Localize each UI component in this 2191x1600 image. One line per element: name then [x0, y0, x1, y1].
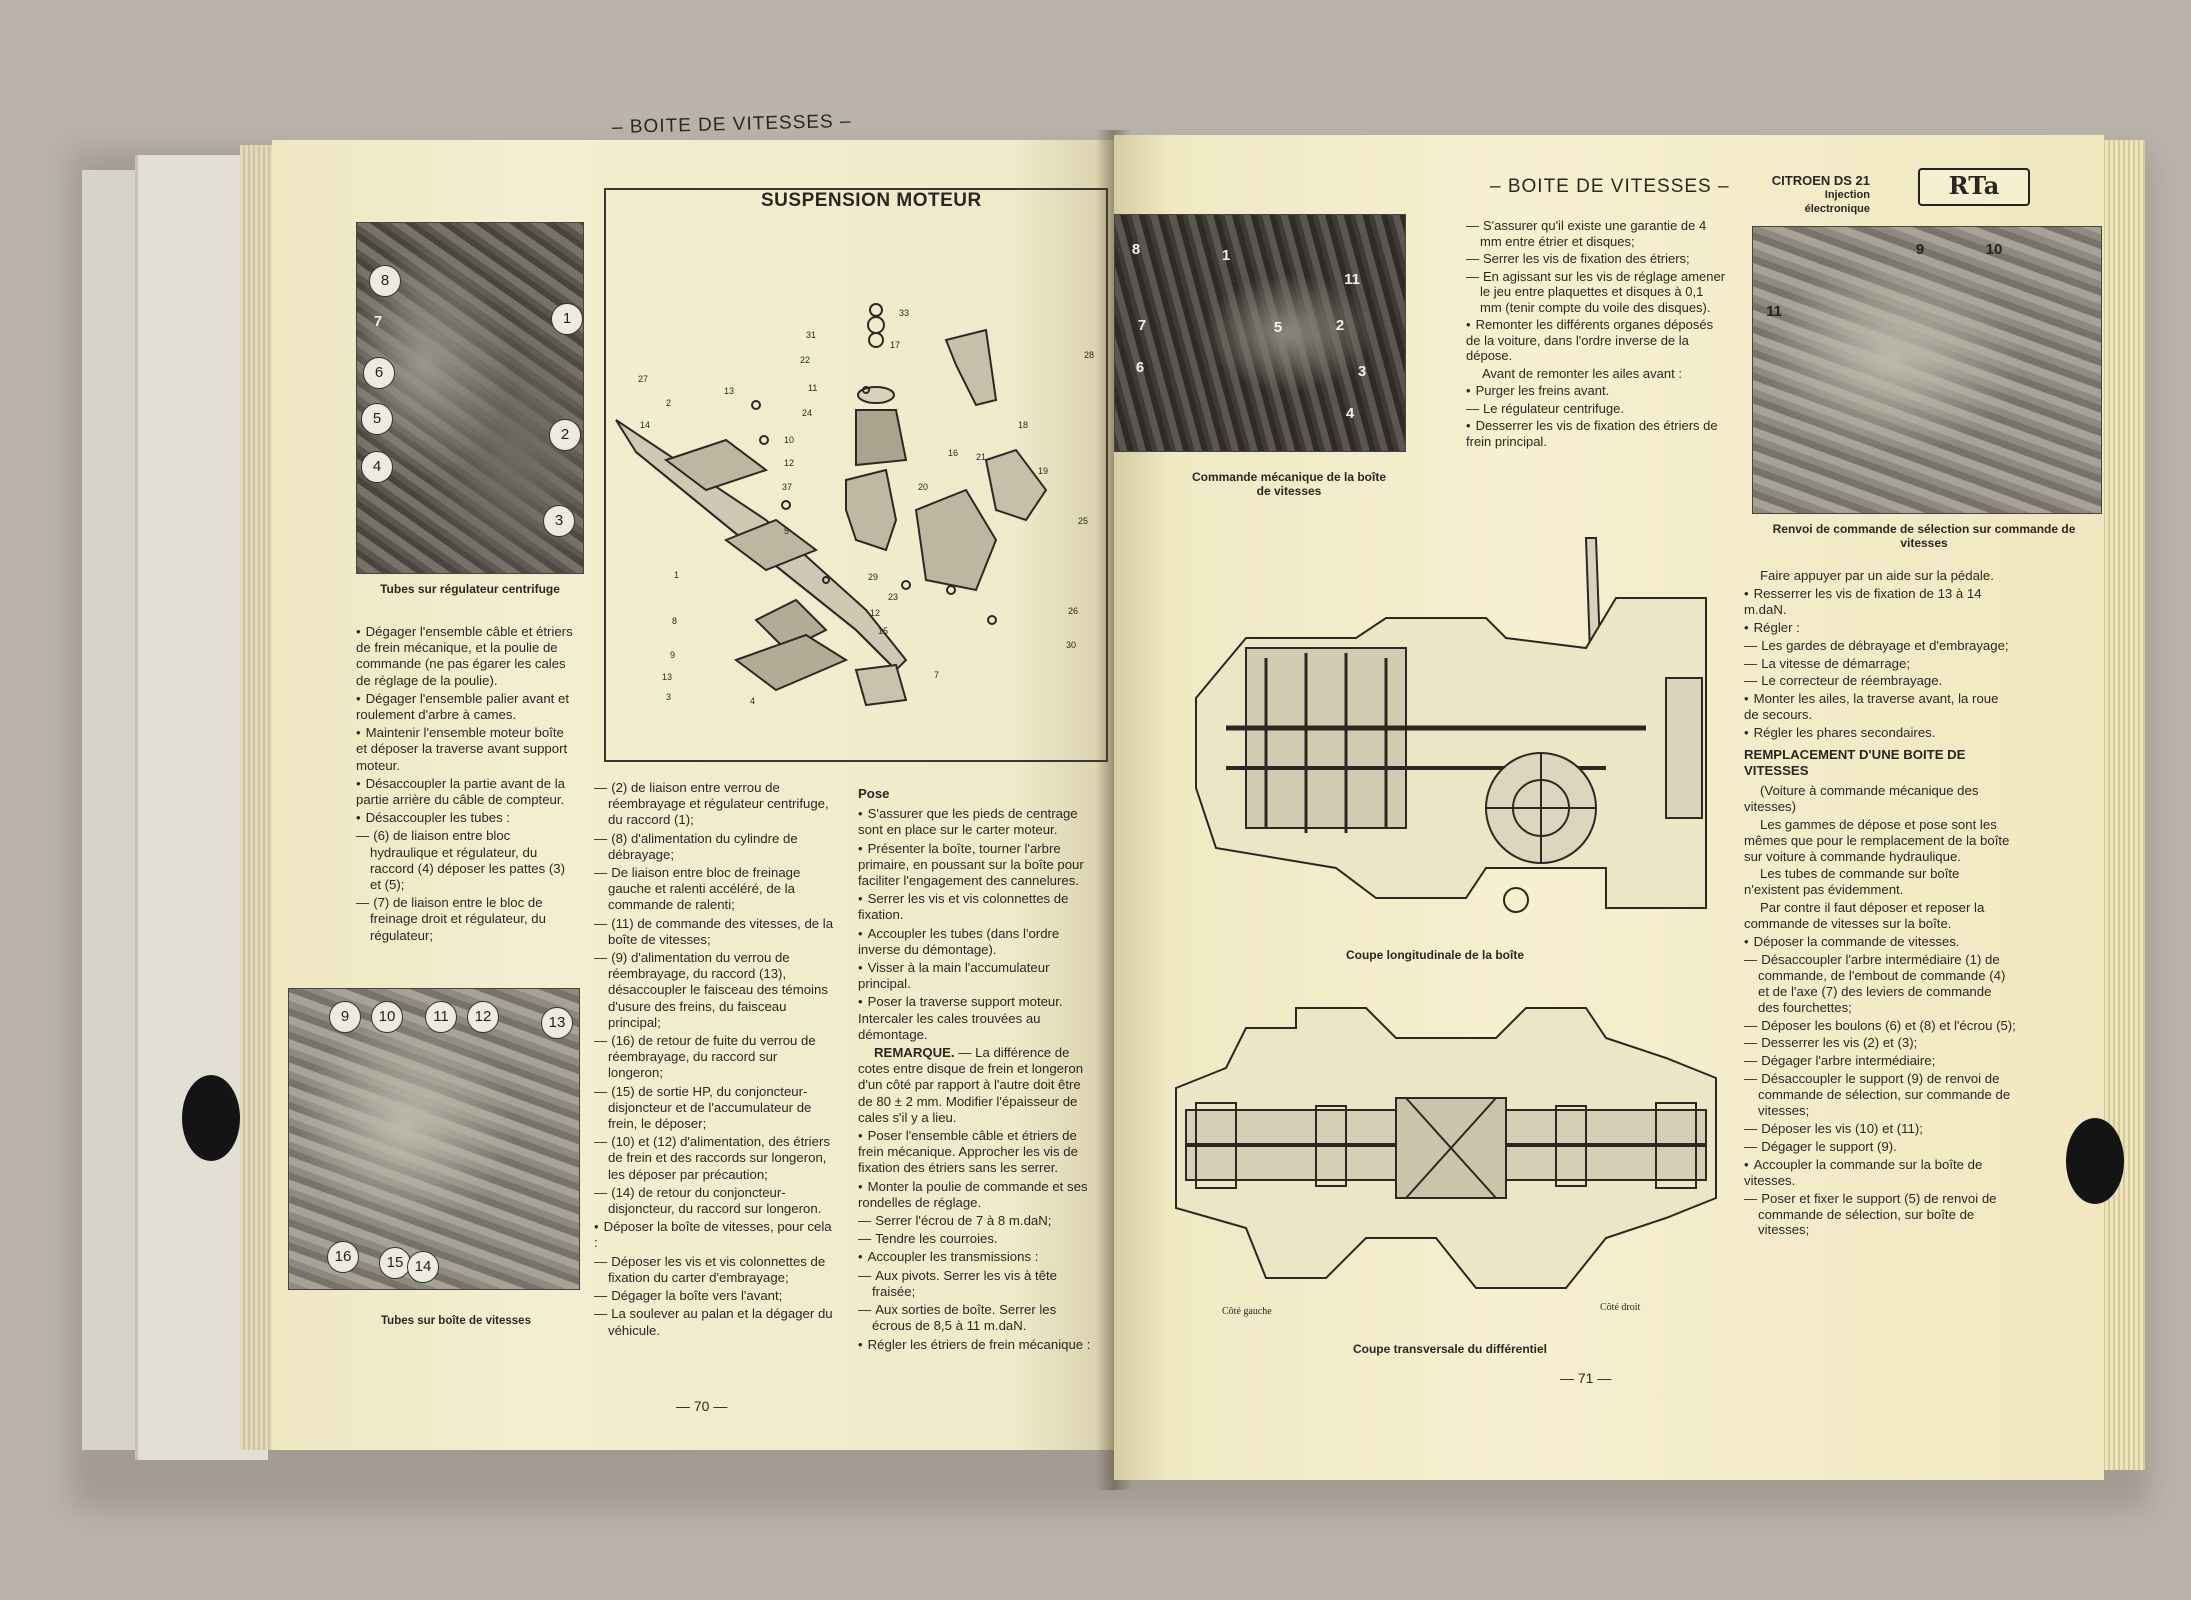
thumb-index-tab-right	[2066, 1118, 2124, 1204]
part-number: 21	[976, 452, 987, 462]
part-number: 26	[1068, 606, 1079, 616]
photo-callout: 1	[551, 303, 583, 335]
dash-item: — En agissant sur les vis de réglage amener le jeu entre plaquettes et disques à 0,1 mm (tenir compte du voile des disques).	[1466, 269, 1728, 316]
dash-item: — (10) et (12) d'alimentation, des étriers de frein et des raccords sur longeron, les déposer par précaution;	[594, 1134, 834, 1183]
dash-item: — De liaison entre bloc de freinage gauche et ralenti accéléré, de la commande de ralenti;	[594, 865, 834, 914]
bullet-paragraph: • S'assurer que les pieds de centrage sont en place sur le carter moteur.	[858, 806, 1094, 838]
photo-callout: 8	[1131, 241, 1141, 258]
photo-callout: 12	[467, 1001, 499, 1033]
dash-item: — (14) de retour du conjoncteur-disjoncteur, du raccord sur longeron.	[594, 1185, 834, 1217]
bullet-paragraph: • Poser l'ensemble câble et étriers de frein mécanique. Approcher les vis de fixation des étriers sans les serrer.	[858, 1128, 1094, 1177]
photo-callout: 10	[1985, 241, 2003, 258]
dash-item: — (11) de commande des vitesses, de la boîte de vitesses;	[594, 916, 834, 948]
bullet-paragraph: • Accoupler les tubes (dans l'ordre inverse du démontage).	[858, 926, 1094, 958]
photo-callout: 5	[1273, 319, 1283, 336]
photo-callout: 11	[425, 1001, 457, 1033]
photo-callout: 9	[1915, 241, 1925, 258]
remark-paragraph	[858, 1045, 1094, 1126]
photo-callout: 8	[369, 265, 401, 297]
part-number: 2	[666, 398, 672, 408]
dash-item: — Aux sorties de boîte. Serrer les écrous de 8,5 à 11 m.daN.	[858, 1302, 1094, 1334]
part-number: 1	[674, 570, 680, 580]
dash-item: — (9) d'alimentation du verrou de réembrayage, du raccord (13), désaccoupler le faisceau des témoins d'usure des freins, du faisceau principal;	[594, 950, 834, 1031]
part-number: 10	[784, 435, 795, 445]
part-number: 33	[899, 308, 910, 318]
part-number: 28	[1084, 350, 1095, 360]
paragraph: (Voiture à commande mécanique des vitesses)	[1744, 782, 1979, 814]
part-number: 20	[918, 482, 929, 492]
photo-callout: 2	[1335, 317, 1345, 334]
photo-callout: 11	[1766, 303, 1782, 320]
photo-caption: Commande mécanique de la boîte de vitesses	[1191, 470, 1387, 498]
bullet-paragraph: • Accoupler la commande sur la boîte de vitesses.	[1744, 1157, 2016, 1189]
part-number: 12	[870, 608, 881, 618]
photo-callout: 10	[371, 1001, 403, 1033]
bullet-paragraph: • Dégager l'ensemble palier avant et roulement d'arbre à cames.	[356, 691, 578, 723]
dash-item: — Desserrer les vis (2) et (3);	[1744, 1035, 2016, 1051]
figure-caption: Coupe longitudinale de la boîte	[1345, 948, 1524, 962]
right-page-header: – BOITE DE VITESSES –	[1490, 176, 1730, 197]
bullet-paragraph: • Régler les étriers de frein mécanique :	[858, 1337, 1094, 1353]
figure-label-left: Côté gauche	[1222, 1306, 1272, 1317]
bullet-paragraph: • Monter la poulie de commande et ses rondelles de réglage.	[858, 1179, 1094, 1211]
page-number-right: — 71 —	[1560, 1370, 1612, 1386]
part-number: 15	[878, 626, 889, 636]
part-number: 27	[638, 374, 649, 384]
photo-gearbox-mechanical-control	[1114, 214, 1406, 452]
dash-item: — Tendre les courroies.	[858, 1231, 1094, 1247]
photo-callout: 11	[1344, 271, 1360, 288]
part-number: 13	[724, 386, 735, 396]
bullet-paragraph: • Déposer la commande de vitesses.	[1744, 934, 2016, 950]
part-number: 29	[868, 572, 879, 582]
photo-callout: 4	[361, 451, 393, 483]
part-number: 37	[782, 482, 793, 492]
photo-caption: Tubes sur boîte de vitesses	[381, 1315, 531, 1327]
bullet-paragraph: • Dégager l'ensemble câble et étriers de frein mécanique, et la poulie de commande (ne pas égarer les cales de réglage de la poulie).	[356, 624, 578, 689]
left-page-header: – BOITE DE VITESSES –	[611, 110, 852, 139]
dash-item: — Les gardes de débrayage et d'embrayage;	[1744, 638, 2016, 654]
bullet-paragraph: • Accoupler les transmissions :	[858, 1249, 1094, 1265]
photo-callout: 14	[407, 1251, 439, 1283]
right-text-column	[1744, 568, 2016, 1240]
remark-text: — La différence de cotes entre disque de frein et longeron d'un côté par rapport à l'autre doit être de 80 ± 2 mm. Modifier l'épaisseur de cales s'il y a lieu.	[858, 1045, 1084, 1125]
right-top-text-column	[1466, 218, 1728, 451]
photo-callout: 6	[363, 357, 395, 389]
dash-item: — Dégager l'arbre intermédiaire;	[1744, 1053, 2016, 1069]
dash-item: — Dégager la boîte vers l'avant;	[594, 1288, 834, 1304]
transverse-differential-drawing	[1166, 998, 1726, 1298]
part-number: 11	[808, 383, 818, 393]
dash-item: — Désaccoupler le support (9) de renvoi de commande de sélection, sur commande de vitesses;	[1744, 1071, 2016, 1119]
part-number: 24	[802, 408, 813, 418]
part-number: 4	[750, 696, 756, 706]
rta-logo: RTa	[1918, 168, 2030, 206]
bullet-paragraph: • Serrer les vis et vis colonnettes de fixation.	[858, 891, 1094, 923]
photo-caption: Renvoi de commande de sélection sur commande de vitesses	[1772, 522, 2076, 550]
paragraph: Avant de remonter les ailes avant :	[1482, 365, 1682, 381]
dash-item: — (7) de liaison entre le bloc de freinage droit et régulateur, du régulateur;	[356, 895, 578, 944]
dash-item: — (2) de liaison entre verrou de réembrayage et régulateur centrifuge, du raccord (1);	[594, 780, 834, 829]
photo-callout: 5	[361, 403, 393, 435]
bullet-paragraph: • Resserrer les vis de fixation de 13 à 14 m.daN.	[1744, 586, 2016, 618]
photo-callout: 4	[1345, 405, 1355, 422]
part-number: 23	[888, 592, 899, 602]
left-text-column-1	[356, 624, 578, 946]
photo-callout: 7	[373, 313, 383, 330]
diagram-title: SUSPENSION MOTEUR	[761, 190, 982, 211]
photo-callout: 7	[1137, 317, 1147, 334]
paragraph: Par contre il faut déposer et reposer la commande de vitesses sur la boîte.	[1744, 900, 1985, 932]
longitudinal-section-drawing	[1186, 528, 1712, 928]
part-number: 13	[662, 672, 673, 682]
section-heading: REMPLACEMENT D'UNE BOITE DE VITESSES	[1744, 747, 1966, 778]
part-number: 3	[666, 692, 672, 702]
page-number-left: — 70 —	[676, 1398, 728, 1414]
part-number: 31	[806, 330, 817, 340]
bullet-paragraph: • Régler les phares secondaires.	[1744, 725, 2016, 741]
section-heading: Pose	[858, 786, 890, 801]
left-text-column-2	[594, 780, 834, 1341]
bullet-paragraph: • Remonter les différents organes déposés de la voiture, dans l'ordre inverse de la dépose.	[1466, 317, 1728, 364]
brand-model: CITROEN DS 21	[1771, 173, 1870, 188]
dash-item: — Désaccoupler l'arbre intermédiaire (1) de commande, de l'embout de commande (4) et de l'axe (7) des leviers de commande des fourchettes;	[1744, 952, 2016, 1016]
part-number: 19	[1038, 466, 1049, 476]
photo-caption: Tubes sur régulateur centrifuge	[380, 582, 560, 596]
dash-item: — Le régulateur centrifuge.	[1466, 401, 1728, 417]
brand-block	[1760, 174, 1870, 216]
engine-mount-exploded-diagram	[606, 190, 1102, 756]
photo-callout: 1	[1221, 247, 1231, 264]
photo-gearbox-tubes	[288, 988, 580, 1290]
part-number: 22	[800, 355, 811, 365]
part-number: 25	[1078, 516, 1089, 526]
photo-regulator-tubes	[356, 222, 584, 574]
dash-item: — Déposer les boulons (6) et (8) et l'écrou (5);	[1744, 1018, 2016, 1034]
part-number: 8	[672, 616, 678, 626]
dash-item: — Serrer l'écrou de 7 à 8 m.daN;	[858, 1213, 1094, 1229]
photo-selection-relay	[1752, 226, 2102, 514]
part-number: 14	[640, 420, 651, 430]
dash-item: — Serrer les vis de fixation des étriers;	[1466, 251, 1728, 267]
bullet-paragraph: • Visser à la main l'accumulateur principal.	[858, 960, 1094, 992]
bullet-paragraph: • Maintenir l'ensemble moteur boîte et déposer la traverse avant support moteur.	[356, 725, 578, 774]
part-number: 9	[670, 650, 676, 660]
bullet-paragraph: • Déposer la boîte de vitesses, pour cela :	[594, 1219, 834, 1251]
thumb-index-tab-left	[182, 1075, 240, 1161]
dash-item: — Déposer les vis (10) et (11);	[1744, 1121, 2016, 1137]
dash-item: — (6) de liaison entre bloc hydraulique et régulateur, du raccord (4) déposer les pattes (3) et (5);	[356, 828, 578, 893]
dash-item: — S'assurer qu'il existe une garantie de 4 mm entre étrier et disques;	[1466, 218, 1728, 249]
dash-item: — (16) de retour de fuite du verrou de réembrayage, du raccord sur longeron;	[594, 1033, 834, 1082]
remark-label: REMARQUE.	[874, 1045, 955, 1061]
bullet-paragraph: • Désaccoupler la partie avant de la partie arrière du câble de compteur.	[356, 776, 578, 808]
dash-item: — Déposer les vis et vis colonnettes de fixation du carter d'embrayage;	[594, 1254, 834, 1286]
dash-item: — Dégager le support (9).	[1744, 1139, 2016, 1155]
bullet-paragraph: • Monter les ailes, la traverse avant, la roue de secours.	[1744, 691, 2016, 723]
part-number: 7	[934, 670, 940, 680]
brand-subtitle: Injection électronique	[1804, 189, 1870, 215]
dash-item: — La soulever au palan et la dégager du véhicule.	[594, 1306, 834, 1338]
figure-caption: Coupe transversale du différentiel	[1352, 1342, 1548, 1356]
photo-callout: 2	[549, 419, 581, 451]
photo-callout: 3	[543, 505, 575, 537]
photo-callout: 6	[1135, 359, 1145, 376]
bullet-paragraph: • Désaccoupler les tubes :	[356, 810, 578, 826]
photo-callout: 3	[1357, 363, 1367, 380]
dash-item: — Le correcteur de réembrayage.	[1744, 673, 2016, 689]
part-number: 17	[890, 340, 901, 350]
bullet-paragraph: • Présenter la boîte, tourner l'arbre primaire, en poussant sur la boîte pour faciliter l'engagement des cannelures.	[858, 841, 1094, 890]
paragraph: Faire appuyer par un aide sur la pédale.	[1760, 568, 1994, 583]
diagram-frame	[604, 188, 1108, 762]
part-number: 12	[784, 458, 795, 468]
dash-item: — Aux pivots. Serrer les vis à tête fraisée;	[858, 1268, 1094, 1300]
bullet-paragraph: • Purger les freins avant.	[1466, 383, 1728, 399]
part-number: 30	[1066, 640, 1077, 650]
paragraph: Les tubes de commande sur boîte n'existent pas évidemment.	[1744, 866, 1960, 898]
paragraph: Les gammes de dépose et pose sont les mêmes que pour le remplacement de la boîte sur voiture à commande hydraulique.	[1744, 816, 2010, 864]
bullet-paragraph: • Desserrer les vis de fixation des étriers de frein principal.	[1466, 418, 1728, 449]
figure-label-right: Côté droit	[1600, 1302, 1641, 1313]
part-number: 18	[1018, 420, 1029, 430]
bullet-paragraph: • Régler :	[1744, 620, 2016, 636]
photo-callout: 9	[329, 1001, 361, 1033]
bullet-paragraph: • Poser la traverse support moteur. Intercaler les cales trouvées au démontage.	[858, 994, 1094, 1043]
dash-item: — (8) d'alimentation du cylindre de débrayage;	[594, 831, 834, 863]
left-text-column-3	[858, 780, 1094, 1355]
photo-callout: 16	[327, 1241, 359, 1273]
photo-callout: 13	[541, 1007, 573, 1039]
dash-item: — Poser et fixer le support (5) de renvoi de commande de sélection, sur boîte de vitesses;	[1744, 1191, 2016, 1239]
part-number: 5	[784, 526, 790, 536]
part-number: 16	[948, 448, 959, 458]
dash-item: — La vitesse de démarrage;	[1744, 656, 2016, 672]
dash-item: — (15) de sortie HP, du conjoncteur-disjoncteur et de l'accumulateur de frein, le déposer;	[594, 1084, 834, 1133]
photo-callout: 15	[379, 1247, 411, 1279]
